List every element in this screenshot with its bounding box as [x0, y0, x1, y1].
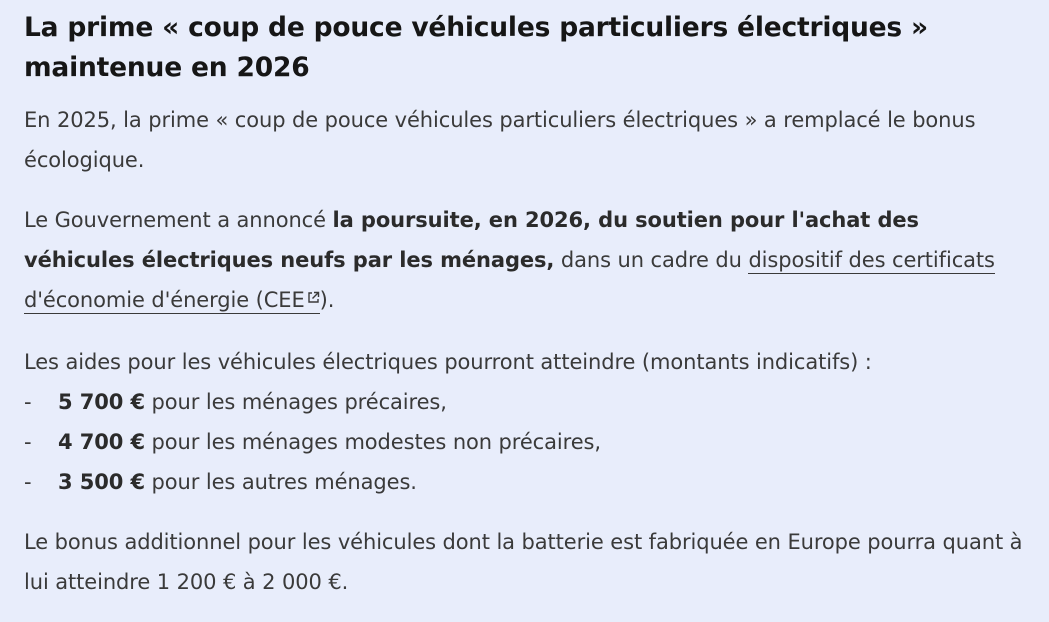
- section-title: La prime « coup de pouce véhicules particuliers électriques » maintenue en 2026: [24, 12, 928, 83]
- government-bold-text: la poursuite, en 2026, du soutien pour l'achat des véhicules électriques neufs par les ménages,: [24, 208, 919, 272]
- government-text-before: Le Gouvernement a annoncé: [24, 208, 333, 232]
- external-link-icon: [307, 279, 320, 319]
- intro-paragraph: En 2025, la prime « coup de pouce véhicules particuliers électriques » a remplacé le bonus écologique.: [24, 108, 976, 172]
- aids-intro: Les aides pour les véhicules électriques pourront atteindre (montants indicatifs) :: [24, 350, 872, 374]
- government-paragraph: [24, 200, 1029, 322]
- aid-amount: 3 500 €: [58, 470, 145, 494]
- list-item: [24, 462, 1029, 502]
- aids-list: [24, 382, 1029, 502]
- list-dash: -: [24, 390, 32, 414]
- aid-description: pour les ménages précaires,: [144, 390, 447, 414]
- list-dash: -: [24, 470, 32, 494]
- list-item: [24, 382, 1029, 422]
- government-text-middle: dans un cadre du: [554, 248, 749, 272]
- battery-bonus-paragraph: Le bonus additionnel pour les véhicules dont la batterie est fabriquée en Europe pourra quant à lui atteindre 1 200 € à 2 000 €.: [24, 530, 1023, 594]
- aid-amount: 4 700 €: [58, 430, 145, 454]
- list-item: [24, 422, 1029, 462]
- list-dash: -: [24, 430, 32, 454]
- aid-description: pour les autres ménages.: [144, 470, 417, 494]
- aid-amount: 5 700 €: [58, 390, 145, 414]
- cee-link-label: dispositif des certificats d'économie d'énergie (CEE: [24, 248, 995, 312]
- government-text-after: ).: [319, 288, 335, 312]
- aid-description: pour les ménages modestes non précaires,: [144, 430, 601, 454]
